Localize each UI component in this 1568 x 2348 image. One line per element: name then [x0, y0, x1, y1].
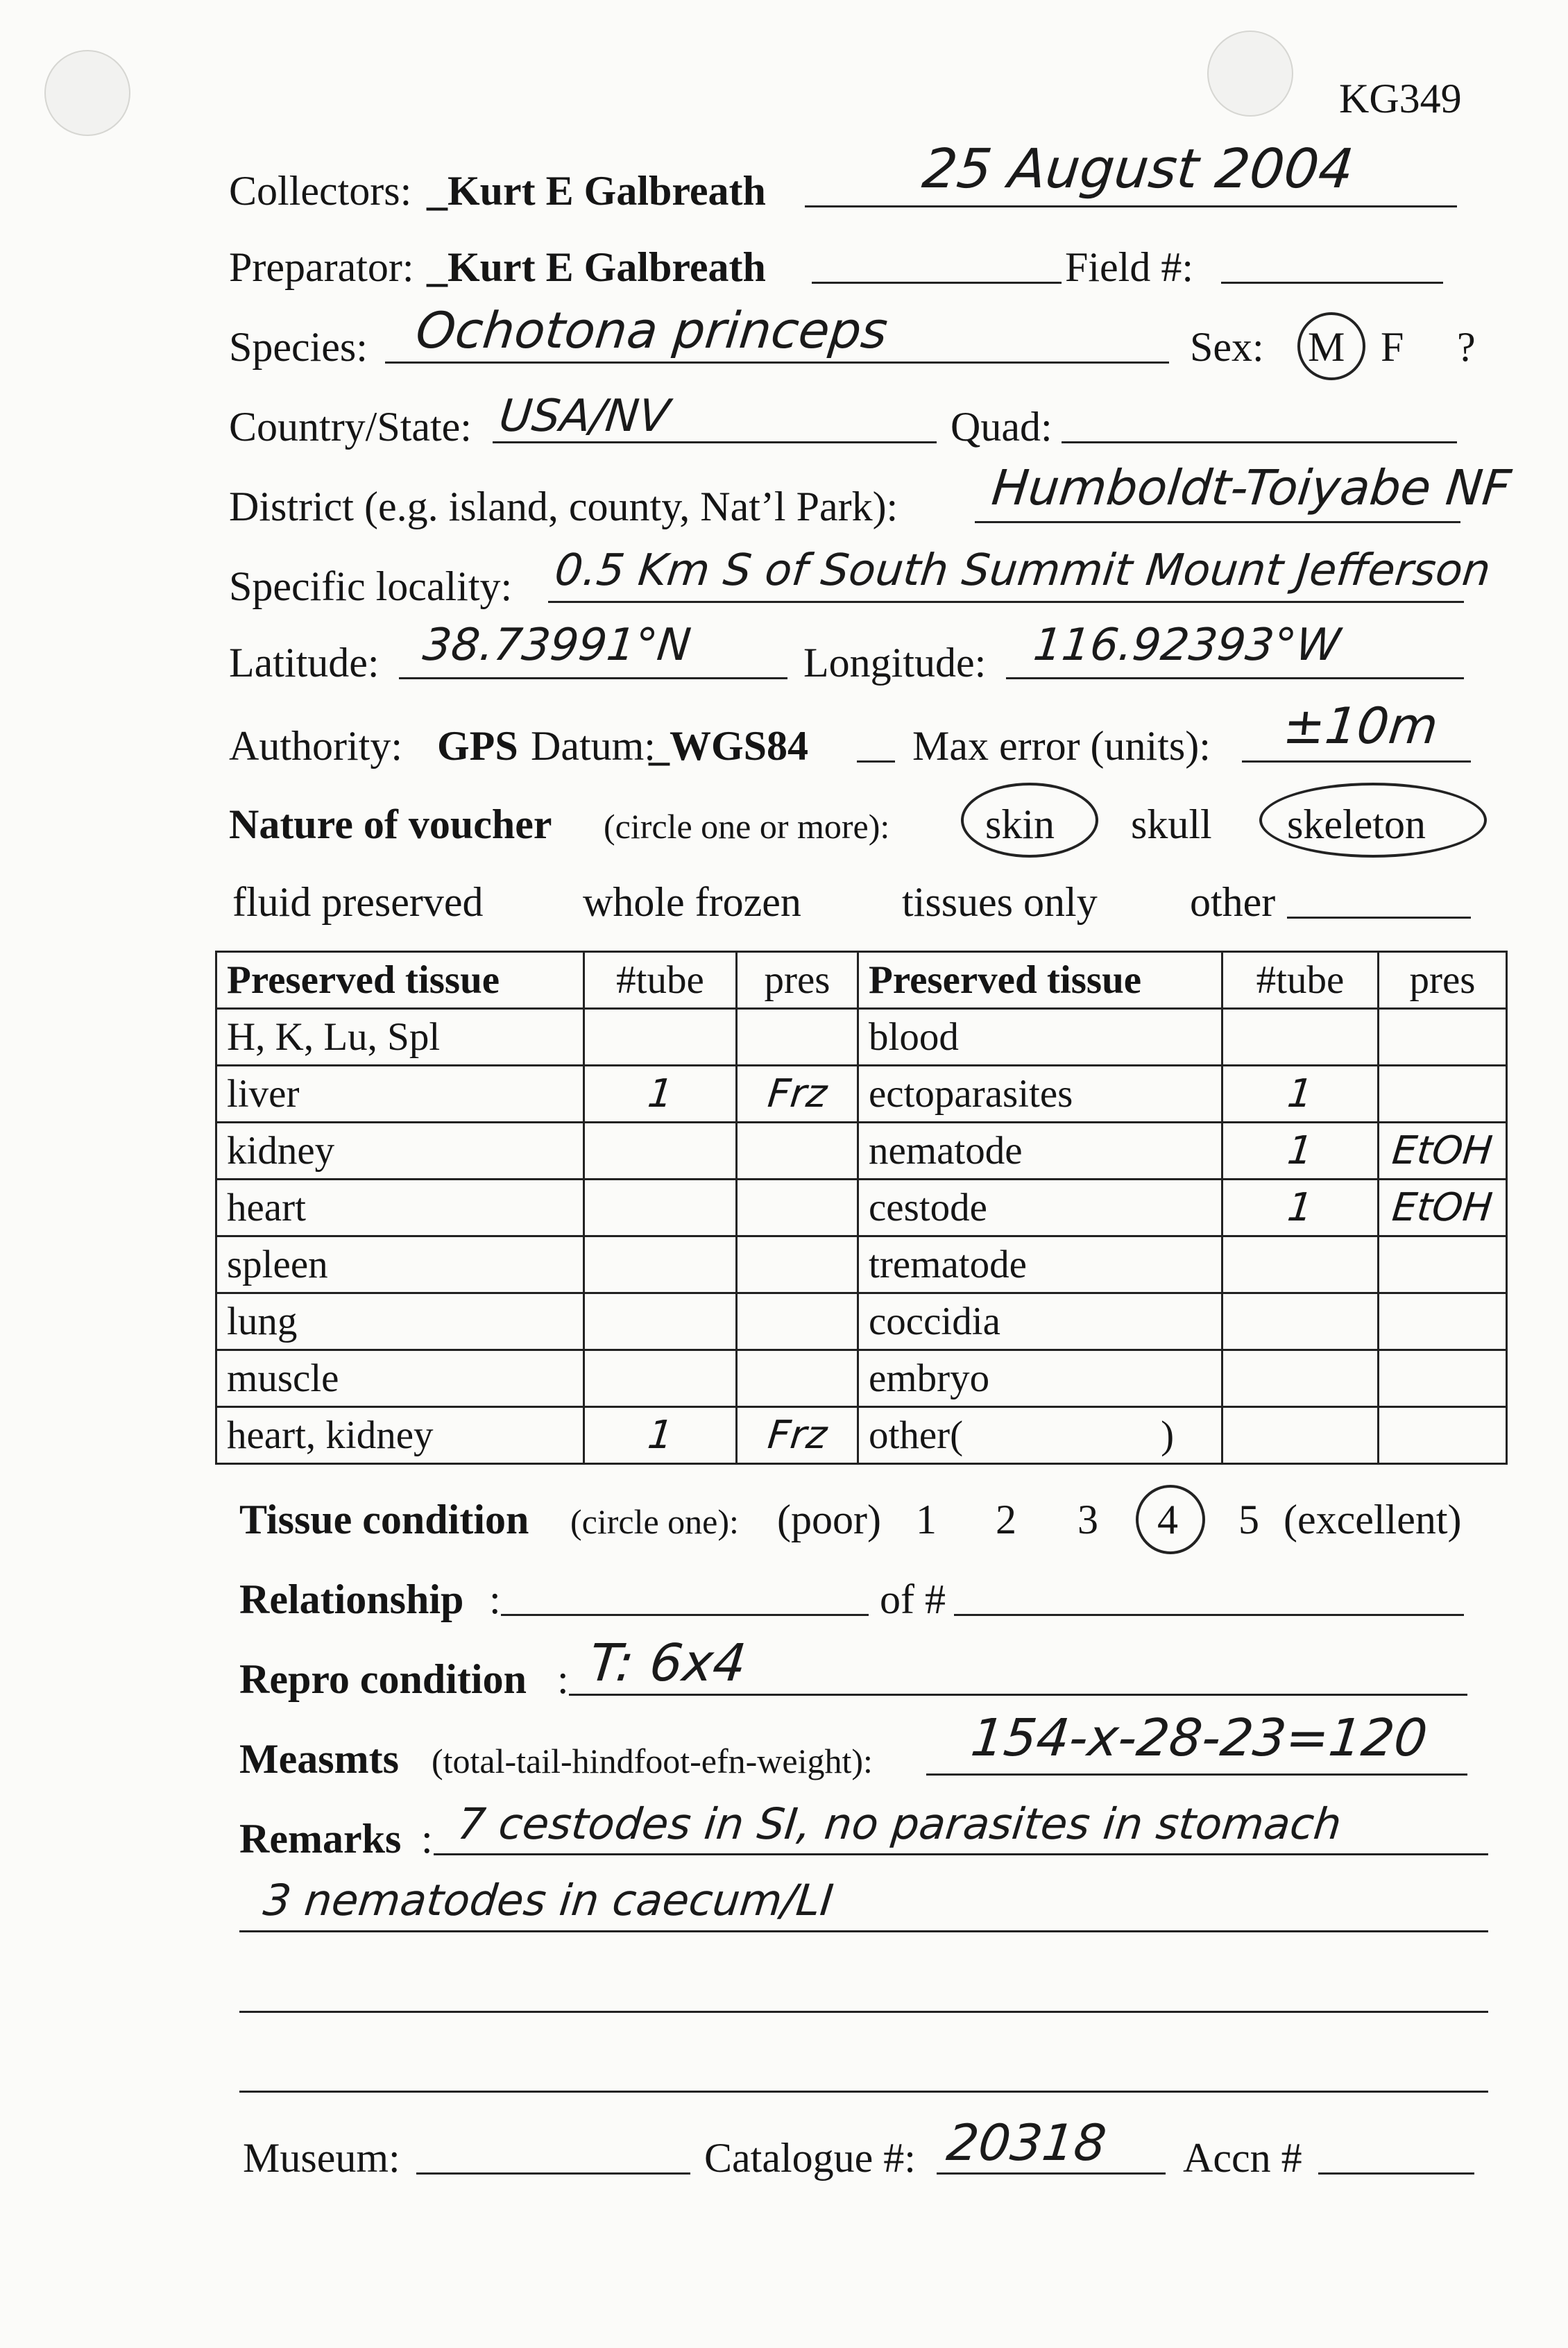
condition-label: Tissue condition	[239, 1497, 529, 1542]
repro-line	[569, 1694, 1467, 1696]
table-cell	[584, 1180, 737, 1236]
table-cell-hand: Frz	[765, 1413, 829, 1458]
table-cell	[737, 1180, 858, 1236]
table-cell	[1222, 1236, 1379, 1293]
table-cell	[584, 1009, 737, 1066]
table-cell	[737, 1350, 858, 1407]
country-label: Country/State:	[229, 404, 472, 450]
museum-line	[416, 2172, 690, 2175]
datum-line-tail	[857, 760, 895, 763]
table-cell	[1222, 1407, 1379, 1464]
catalogue-label: Catalogue #:	[704, 2135, 916, 2181]
table-cell	[1379, 1407, 1507, 1464]
district-label: District (e.g. island, county, Nat’l Park):	[229, 484, 898, 529]
relationship-label: Relationship	[239, 1576, 464, 1622]
voucher-option-skeleton: skeleton	[1287, 801, 1426, 847]
condition-5: 5	[1238, 1497, 1259, 1542]
table-header-cell: pres	[737, 952, 858, 1009]
species-line	[385, 361, 1169, 364]
max-error-value: ±10m	[1280, 697, 1441, 755]
condition-poor: (poor)	[777, 1497, 881, 1542]
measurements-value: 154-x-28-23=120	[968, 1708, 1431, 1768]
table-cell-hand: 1	[645, 1413, 675, 1458]
relationship-line	[501, 1614, 869, 1616]
table-cell	[1379, 1066, 1507, 1123]
datum-label: Datum:	[531, 723, 656, 769]
measurements-hint: (total-tail-hindfoot-efn-weight):	[432, 1742, 873, 1780]
collectors-label: Collectors:	[229, 168, 412, 214]
species-label: Species:	[229, 324, 368, 370]
sex-m-circle	[1297, 312, 1365, 380]
table-cell: blood	[858, 1009, 1222, 1066]
table-row	[216, 1236, 1507, 1293]
table-cell-hand: Frz	[765, 1071, 829, 1116]
remarks-text-2: 3 nematodes in caecum/LI	[261, 1875, 836, 1925]
preparator-label: Preparator:	[229, 244, 414, 290]
voucher-option-fluid: fluid preserved	[232, 879, 484, 925]
table-cell	[1222, 1350, 1379, 1407]
repro-value: T: 6x4	[586, 1633, 749, 1693]
table-cell: trematode	[858, 1236, 1222, 1293]
table-cell: spleen	[216, 1236, 584, 1293]
locality-label: Specific locality:	[229, 563, 513, 609]
table-cell	[1379, 1236, 1507, 1293]
voucher-option-skull: skull	[1131, 801, 1212, 847]
table-cell	[737, 1407, 858, 1464]
condition-2: 2	[996, 1497, 1016, 1542]
voucher-label: Nature of voucher	[229, 801, 552, 847]
max-error-label: Max error (units):	[912, 723, 1211, 769]
table-row	[216, 1066, 1507, 1123]
max-error-line	[1242, 760, 1471, 763]
table-cell	[737, 1293, 858, 1350]
table-header-cell: Preserved tissue	[216, 952, 584, 1009]
table-cell	[584, 1066, 737, 1123]
longitude-line	[1006, 677, 1464, 679]
table-cell	[737, 1123, 858, 1180]
field-number-line	[1221, 282, 1443, 284]
table-cell	[584, 1350, 737, 1407]
table-cell: heart	[216, 1180, 584, 1236]
voucher-option-skin: skin	[985, 801, 1055, 847]
measurements-line	[926, 1773, 1467, 1776]
punch-hole-left	[44, 50, 130, 136]
relationship-colon: :	[489, 1576, 501, 1622]
voucher-option-other: other	[1190, 879, 1276, 925]
latitude-line	[399, 677, 787, 679]
collectors-date-line	[805, 205, 1457, 207]
relationship-of-label: of #	[880, 1576, 946, 1622]
table-cell	[1379, 1180, 1507, 1236]
district-line	[975, 521, 1460, 523]
remarks-colon: :	[421, 1816, 433, 1862]
table-cell	[1222, 1180, 1379, 1236]
remarks-line-2	[239, 1930, 1488, 1932]
table-cell	[584, 1236, 737, 1293]
condition-3: 3	[1077, 1497, 1098, 1542]
table-cell	[737, 1009, 858, 1066]
tissue-table	[215, 951, 1508, 1465]
authority-gps: GPS	[437, 723, 518, 769]
table-cell: nematode	[858, 1123, 1222, 1180]
table-cell	[584, 1123, 737, 1180]
table-header-cell: #tube	[584, 952, 737, 1009]
table-cell	[584, 1407, 737, 1464]
table-row	[216, 1180, 1507, 1236]
remarks-line-1	[434, 1853, 1488, 1855]
table-cell-hand: 1	[1285, 1185, 1315, 1230]
table-cell-hand: EtOH	[1390, 1128, 1495, 1173]
voucher-other-line	[1287, 917, 1471, 919]
remarks-text-1: 7 cestodes in SI, no parasites in stomach	[455, 1798, 1344, 1849]
sex-option-f: F	[1381, 324, 1404, 370]
locality-value: 0.5 Km S of South Summit Mount Jefferson	[552, 545, 1493, 595]
voucher-skin-circle	[961, 783, 1098, 858]
preparator-name: _Kurt E Galbreath	[427, 244, 766, 290]
table-cell	[1222, 1293, 1379, 1350]
table-cell: coccidia	[858, 1293, 1222, 1350]
table-cell-hand: 1	[1285, 1128, 1315, 1173]
table-header-cell: Preserved tissue	[858, 952, 1222, 1009]
condition-excellent: (excellent)	[1284, 1497, 1462, 1542]
table-header-cell: pres	[1379, 952, 1507, 1009]
sex-option-m: M	[1308, 324, 1345, 370]
table-cell: kidney	[216, 1123, 584, 1180]
sex-option-unknown: ?	[1457, 324, 1476, 370]
table-cell	[737, 1236, 858, 1293]
measurements-label: Measmts	[239, 1736, 399, 1782]
voucher-option-frozen: whole frozen	[583, 879, 801, 925]
table-row	[216, 1350, 1507, 1407]
table-header-row	[216, 952, 1507, 1009]
country-value: USA/NV	[497, 391, 672, 442]
table-row	[216, 1407, 1507, 1464]
table-cell: embryo	[858, 1350, 1222, 1407]
voucher-hint: (circle one or more):	[604, 807, 890, 846]
table-cell	[737, 1066, 858, 1123]
table-cell	[1222, 1066, 1379, 1123]
table-cell: liver	[216, 1066, 584, 1123]
table-cell: cestode	[858, 1180, 1222, 1236]
table-cell	[1222, 1009, 1379, 1066]
condition-1: 1	[916, 1497, 937, 1542]
accn-label: Accn #	[1183, 2135, 1302, 2181]
collectors-name: _Kurt E Galbreath	[427, 168, 766, 214]
table-cell: muscle	[216, 1350, 584, 1407]
relationship-of-line	[954, 1614, 1464, 1616]
accn-line	[1318, 2172, 1474, 2175]
table-header-cell: #tube	[1222, 952, 1379, 1009]
table-cell-hand: 1	[645, 1071, 675, 1116]
table-cell	[1379, 1350, 1507, 1407]
longitude-value: 116.92393°W	[1031, 620, 1343, 671]
table-cell	[1379, 1123, 1507, 1180]
latitude-label: Latitude:	[229, 640, 380, 686]
longitude-label: Longitude:	[803, 640, 987, 686]
table-row	[216, 1123, 1507, 1180]
repro-label: Repro condition	[239, 1656, 527, 1702]
table-cell: other( )	[858, 1407, 1222, 1464]
voucher-skeleton-circle	[1259, 783, 1487, 858]
punch-hole-right	[1207, 31, 1293, 117]
species-value: Ochotona princeps	[413, 301, 891, 359]
condition-4: 4	[1157, 1497, 1178, 1542]
table-cell-hand: 1	[1285, 1071, 1315, 1116]
quad-line	[1062, 441, 1457, 443]
voucher-option-tissues: tissues only	[902, 879, 1098, 925]
table-cell	[1222, 1123, 1379, 1180]
sex-label: Sex:	[1190, 324, 1264, 370]
catalogue-value: 20318	[944, 2113, 1109, 2172]
table-cell	[1379, 1293, 1507, 1350]
collection-date: 25 August 2004	[919, 138, 1357, 201]
table-cell-hand: EtOH	[1390, 1185, 1495, 1230]
field-number-label: Field #:	[1065, 244, 1194, 290]
table-cell: heart, kidney	[216, 1407, 584, 1464]
specimen-id: KG349	[1339, 76, 1462, 121]
museum-label: Museum:	[243, 2135, 400, 2181]
preparator-line	[812, 282, 1062, 284]
table-cell: ectoparasites	[858, 1066, 1222, 1123]
datum-value: _WGS84	[649, 723, 809, 769]
remarks-label: Remarks	[239, 1816, 402, 1862]
repro-colon: :	[557, 1656, 569, 1702]
table-cell: lung	[216, 1293, 584, 1350]
district-value: Humboldt-Toiyabe NF	[989, 459, 1514, 516]
table-row	[216, 1293, 1507, 1350]
condition-hint: (circle one):	[570, 1502, 739, 1541]
table-cell	[1379, 1009, 1507, 1066]
remarks-line-4	[239, 2091, 1488, 2093]
table-cell: H, K, Lu, Spl	[216, 1009, 584, 1066]
table-cell	[584, 1293, 737, 1350]
table-row	[216, 1009, 1507, 1066]
remarks-line-3	[239, 2011, 1488, 2013]
authority-label: Authority:	[229, 723, 402, 769]
condition-4-circle	[1136, 1485, 1205, 1554]
catalogue-line	[937, 2172, 1166, 2175]
locality-line	[548, 601, 1464, 603]
quad-label: Quad:	[951, 404, 1053, 450]
latitude-value: 38.73991°N	[420, 620, 694, 671]
